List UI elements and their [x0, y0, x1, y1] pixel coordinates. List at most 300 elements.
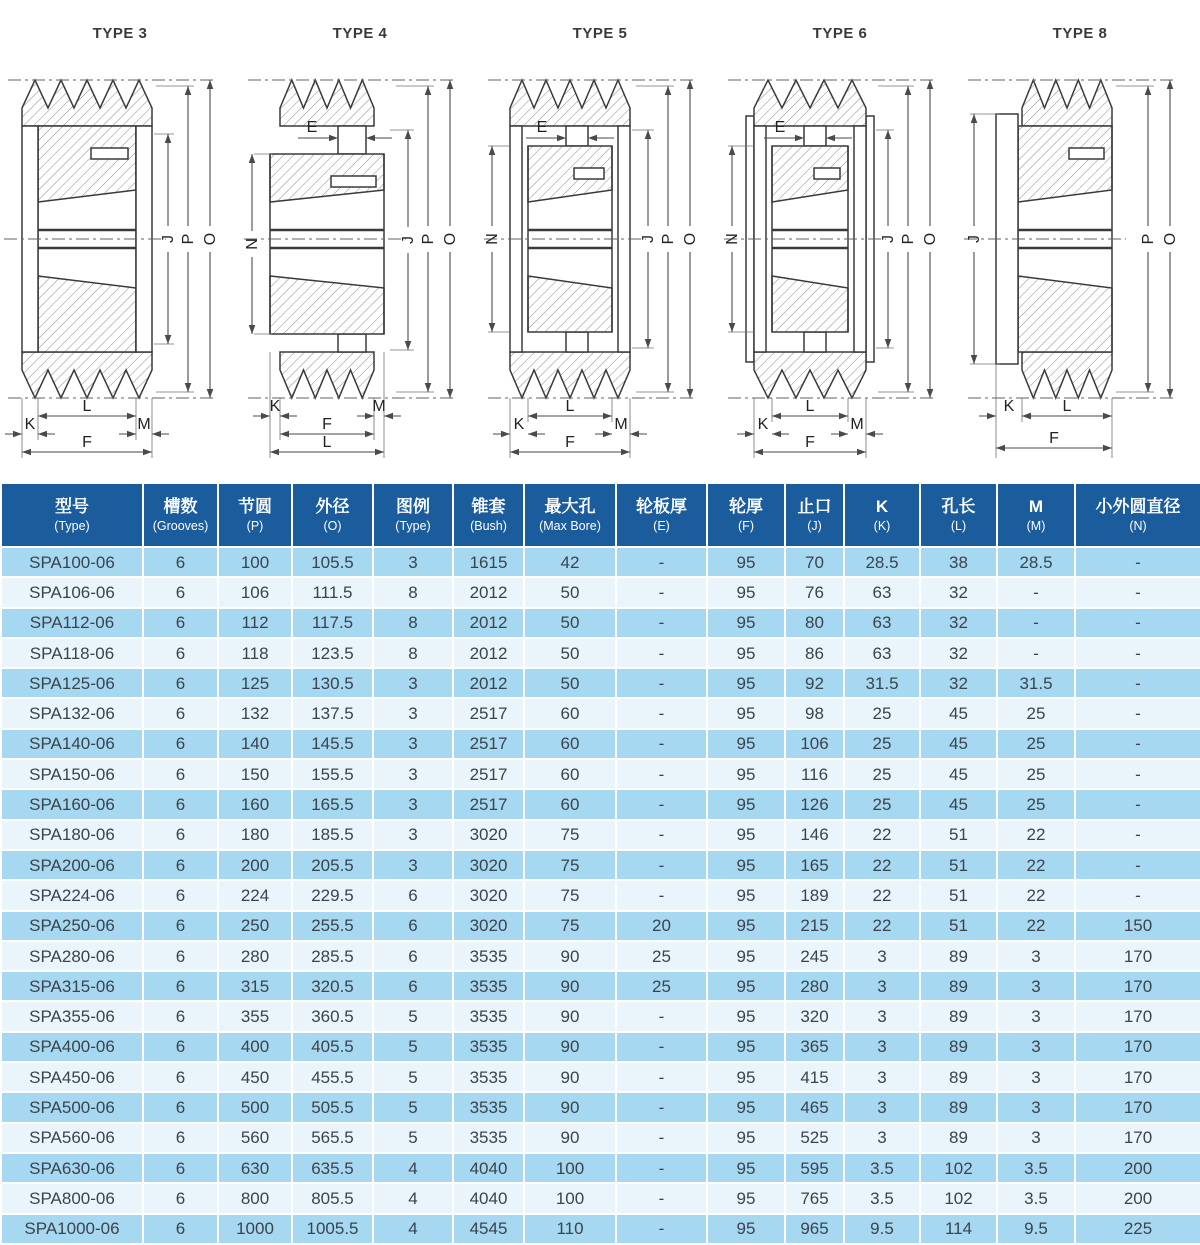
- table-row: [1, 880, 1200, 910]
- header-row: [1, 483, 1200, 547]
- cell-5: 3535: [453, 941, 524, 971]
- cell-13: 150: [1075, 911, 1200, 941]
- cell-7: -: [616, 668, 707, 698]
- cell-4: 5: [373, 1032, 453, 1062]
- cell-0: SPA125-06: [1, 668, 143, 698]
- cell-9: 116: [785, 759, 844, 789]
- cell-8: 95: [707, 638, 785, 668]
- cell-6: 42: [524, 547, 616, 577]
- cell-13: 225: [1075, 1214, 1200, 1244]
- cell-11: 51: [920, 850, 997, 880]
- cell-11: 89: [920, 1062, 997, 1092]
- table-row: [1, 1183, 1200, 1213]
- cell-13: 200: [1075, 1153, 1200, 1183]
- cell-3: 145.5: [292, 729, 373, 759]
- col-header-8: [707, 483, 785, 547]
- cell-13: 170: [1075, 1032, 1200, 1062]
- col-header-en: (M): [1026, 519, 1046, 533]
- table-row: [1, 1001, 1200, 1031]
- cell-3: 285.5: [292, 941, 373, 971]
- cell-8: 95: [707, 547, 785, 577]
- cell-3: 505.5: [292, 1092, 373, 1122]
- col-header-zh: 止口: [797, 497, 832, 516]
- cell-1: 6: [143, 789, 218, 819]
- cell-3: 123.5: [292, 638, 373, 668]
- cell-7: -: [616, 608, 707, 638]
- cell-12: -: [997, 577, 1075, 607]
- cell-0: SPA112-06: [1, 608, 143, 638]
- col-header-zh: 孔长: [941, 497, 976, 516]
- svg-text:N: N: [724, 233, 741, 245]
- cell-4: 3: [373, 547, 453, 577]
- pulley-cross-section: [720, 50, 960, 480]
- cell-12: 3.5: [997, 1183, 1075, 1213]
- col-header-4: [373, 483, 453, 547]
- svg-text:J: J: [880, 235, 897, 243]
- col-header-zh: K: [875, 497, 889, 516]
- cell-10: 3: [844, 941, 920, 971]
- cell-10: 25: [844, 698, 920, 728]
- cell-6: 90: [524, 1123, 616, 1153]
- cell-6: 50: [524, 638, 616, 668]
- cell-4: 4: [373, 1183, 453, 1213]
- cell-5: 4545: [453, 1214, 524, 1244]
- cell-1: 6: [143, 941, 218, 971]
- col-header-en: (O): [323, 519, 342, 533]
- cell-10: 25: [844, 729, 920, 759]
- cell-12: 3: [997, 1001, 1075, 1031]
- cell-6: 75: [524, 911, 616, 941]
- pulley-drawing-type-5: [480, 50, 720, 480]
- diagram-strip: [0, 0, 1200, 482]
- cell-13: 170: [1075, 1123, 1200, 1153]
- table-row: [1, 971, 1200, 1001]
- cell-6: 60: [524, 789, 616, 819]
- cell-4: 3: [373, 729, 453, 759]
- cell-0: SPA280-06: [1, 941, 143, 971]
- cell-5: 3535: [453, 1062, 524, 1092]
- svg-text:M: M: [614, 416, 628, 433]
- cell-1: 6: [143, 971, 218, 1001]
- cell-7: -: [616, 547, 707, 577]
- table-row: [1, 577, 1200, 607]
- svg-text:M: M: [137, 416, 151, 433]
- pulley-diagram-type-8: [960, 0, 1200, 482]
- col-header-0: [1, 483, 143, 547]
- col-header-en: (J): [807, 519, 822, 533]
- pulley-drawing-type-4: [240, 50, 480, 480]
- table-row: [1, 789, 1200, 819]
- cell-4: 3: [373, 759, 453, 789]
- cell-3: 565.5: [292, 1123, 373, 1153]
- cell-5: 4040: [453, 1153, 524, 1183]
- cell-10: 3.5: [844, 1153, 920, 1183]
- cell-1: 6: [143, 1123, 218, 1153]
- cell-0: SPA400-06: [1, 1032, 143, 1062]
- cell-10: 3.5: [844, 1183, 920, 1213]
- cell-12: 22: [997, 850, 1075, 880]
- cell-2: 315: [218, 971, 292, 1001]
- cell-10: 3: [844, 1062, 920, 1092]
- cell-9: 765: [785, 1183, 844, 1213]
- cell-4: 6: [373, 911, 453, 941]
- cell-13: -: [1075, 789, 1200, 819]
- cell-9: 215: [785, 911, 844, 941]
- cell-3: 360.5: [292, 1001, 373, 1031]
- cell-11: 32: [920, 577, 997, 607]
- cell-0: SPA224-06: [1, 880, 143, 910]
- cell-12: 31.5: [997, 668, 1075, 698]
- svg-text:M: M: [850, 416, 864, 433]
- svg-text:L: L: [82, 398, 92, 415]
- cell-11: 89: [920, 971, 997, 1001]
- cell-8: 95: [707, 971, 785, 1001]
- cell-4: 8: [373, 577, 453, 607]
- cell-5: 2517: [453, 759, 524, 789]
- cell-5: 3020: [453, 850, 524, 880]
- cell-3: 155.5: [292, 759, 373, 789]
- svg-text:F: F: [565, 434, 575, 451]
- cell-3: 635.5: [292, 1153, 373, 1183]
- cell-12: 25: [997, 759, 1075, 789]
- svg-text:N: N: [484, 233, 501, 245]
- svg-text:K: K: [1003, 398, 1015, 415]
- col-header-12: [997, 483, 1075, 547]
- table-row: [1, 759, 1200, 789]
- cell-2: 280: [218, 941, 292, 971]
- cell-0: SPA160-06: [1, 789, 143, 819]
- cell-3: 1005.5: [292, 1214, 373, 1244]
- col-header-zh: 节圆: [238, 497, 272, 516]
- col-header-en: (Type): [54, 519, 90, 533]
- cell-4: 4: [373, 1153, 453, 1183]
- cell-5: 3535: [453, 1123, 524, 1153]
- cell-2: 180: [218, 820, 292, 850]
- cell-13: 170: [1075, 1001, 1200, 1031]
- cell-11: 89: [920, 1032, 997, 1062]
- cell-0: SPA800-06: [1, 1183, 143, 1213]
- cell-1: 6: [143, 1214, 218, 1244]
- cell-8: 95: [707, 1032, 785, 1062]
- cell-6: 90: [524, 1092, 616, 1122]
- cell-10: 22: [844, 880, 920, 910]
- table-row: [1, 698, 1200, 728]
- table-row: [1, 729, 1200, 759]
- cell-8: 95: [707, 911, 785, 941]
- svg-text:O: O: [442, 232, 459, 246]
- cell-4: 6: [373, 941, 453, 971]
- cell-8: 95: [707, 1092, 785, 1122]
- cell-0: SPA450-06: [1, 1062, 143, 1092]
- cell-6: 75: [524, 820, 616, 850]
- diagram-title: TYPE 6: [812, 25, 868, 42]
- cell-13: 200: [1075, 1183, 1200, 1213]
- cell-12: 22: [997, 880, 1075, 910]
- cell-1: 6: [143, 1001, 218, 1031]
- pulley-diagram-type-5: [480, 0, 720, 482]
- cell-5: 3020: [453, 911, 524, 941]
- cell-9: 76: [785, 577, 844, 607]
- cell-4: 4: [373, 1214, 453, 1244]
- col-header-en: (L): [950, 519, 967, 533]
- cell-4: 3: [373, 850, 453, 880]
- cell-9: 126: [785, 789, 844, 819]
- cell-9: 92: [785, 668, 844, 698]
- cell-8: 95: [707, 941, 785, 971]
- cell-10: 28.5: [844, 547, 920, 577]
- cell-0: SPA560-06: [1, 1123, 143, 1153]
- cell-0: SPA630-06: [1, 1153, 143, 1183]
- cell-4: 5: [373, 1092, 453, 1122]
- cell-13: -: [1075, 638, 1200, 668]
- cell-6: 60: [524, 698, 616, 728]
- cell-2: 112: [218, 608, 292, 638]
- cell-0: SPA250-06: [1, 911, 143, 941]
- cell-11: 45: [920, 698, 997, 728]
- cell-10: 3: [844, 1032, 920, 1062]
- cell-2: 125: [218, 668, 292, 698]
- pulley-diagram-type-3: [0, 0, 240, 482]
- cell-11: 51: [920, 820, 997, 850]
- cell-9: 70: [785, 547, 844, 577]
- cell-6: 100: [524, 1153, 616, 1183]
- cell-0: SPA150-06: [1, 759, 143, 789]
- cell-10: 3: [844, 971, 920, 1001]
- cell-12: 3: [997, 1123, 1075, 1153]
- col-header-zh: M: [1028, 497, 1044, 516]
- cell-7: -: [616, 1092, 707, 1122]
- cell-8: 95: [707, 1001, 785, 1031]
- diagram-title: TYPE 4: [332, 25, 388, 42]
- svg-text:O: O: [682, 232, 699, 246]
- cell-5: 2012: [453, 638, 524, 668]
- cell-1: 6: [143, 729, 218, 759]
- cell-4: 6: [373, 971, 453, 1001]
- cell-6: 50: [524, 608, 616, 638]
- cell-11: 89: [920, 1001, 997, 1031]
- cell-6: 75: [524, 850, 616, 880]
- cell-13: -: [1075, 729, 1200, 759]
- col-header-zh: 槽数: [163, 497, 198, 516]
- cell-10: 63: [844, 608, 920, 638]
- svg-text:L: L: [1062, 398, 1072, 415]
- cell-3: 805.5: [292, 1183, 373, 1213]
- cell-0: SPA106-06: [1, 577, 143, 607]
- cell-11: 32: [920, 608, 997, 638]
- cell-1: 6: [143, 1062, 218, 1092]
- cell-7: 25: [616, 971, 707, 1001]
- cell-9: 245: [785, 941, 844, 971]
- svg-text:F: F: [322, 416, 332, 433]
- svg-text:E: E: [774, 119, 786, 136]
- cell-5: 1615: [453, 547, 524, 577]
- col-header-zh: 轮厚: [729, 497, 763, 516]
- cell-2: 500: [218, 1092, 292, 1122]
- cell-9: 98: [785, 698, 844, 728]
- cell-7: -: [616, 638, 707, 668]
- cell-3: 205.5: [292, 850, 373, 880]
- svg-text:P: P: [900, 233, 917, 245]
- cell-12: 3: [997, 1062, 1075, 1092]
- cell-11: 89: [920, 1092, 997, 1122]
- spec-table-header: [1, 483, 1200, 547]
- cell-0: SPA132-06: [1, 698, 143, 728]
- cell-3: 229.5: [292, 880, 373, 910]
- cell-2: 160: [218, 789, 292, 819]
- cell-10: 63: [844, 577, 920, 607]
- cell-13: -: [1075, 547, 1200, 577]
- col-header-7: [616, 483, 707, 547]
- cell-7: -: [616, 577, 707, 607]
- cell-9: 525: [785, 1123, 844, 1153]
- cell-11: 38: [920, 547, 997, 577]
- cell-9: 365: [785, 1032, 844, 1062]
- cell-13: 170: [1075, 1062, 1200, 1092]
- cell-5: 3535: [453, 1032, 524, 1062]
- cell-0: SPA118-06: [1, 638, 143, 668]
- cell-6: 75: [524, 880, 616, 910]
- diagram-title: TYPE 5: [572, 25, 628, 42]
- col-header-en: (P): [246, 519, 264, 533]
- cell-7: -: [616, 1062, 707, 1092]
- cell-12: -: [997, 608, 1075, 638]
- cell-7: -: [616, 1001, 707, 1031]
- cell-1: 6: [143, 1153, 218, 1183]
- cell-0: SPA315-06: [1, 971, 143, 1001]
- cell-9: 320: [785, 1001, 844, 1031]
- cell-1: 6: [143, 577, 218, 607]
- svg-text:P: P: [180, 233, 197, 245]
- cell-13: 170: [1075, 941, 1200, 971]
- cell-10: 22: [844, 820, 920, 850]
- cell-6: 60: [524, 759, 616, 789]
- pulley-drawing-type-6: [720, 50, 960, 480]
- cell-2: 250: [218, 911, 292, 941]
- svg-text:K: K: [24, 416, 36, 433]
- cell-8: 95: [707, 729, 785, 759]
- svg-text:J: J: [160, 235, 177, 243]
- cell-8: 95: [707, 789, 785, 819]
- cell-9: 189: [785, 880, 844, 910]
- cell-2: 106: [218, 577, 292, 607]
- cell-3: 320.5: [292, 971, 373, 1001]
- cell-13: -: [1075, 759, 1200, 789]
- cell-2: 150: [218, 759, 292, 789]
- cell-2: 800: [218, 1183, 292, 1213]
- cell-12: 22: [997, 820, 1075, 850]
- cell-6: 60: [524, 729, 616, 759]
- cell-2: 355: [218, 1001, 292, 1031]
- cell-9: 80: [785, 608, 844, 638]
- col-header-5: [453, 483, 524, 547]
- cell-5: 2012: [453, 577, 524, 607]
- table-row: [1, 1092, 1200, 1122]
- svg-text:K: K: [269, 398, 281, 415]
- spec-table: [0, 482, 1200, 1245]
- cell-3: 405.5: [292, 1032, 373, 1062]
- cell-8: 95: [707, 668, 785, 698]
- svg-text:E: E: [536, 119, 548, 136]
- col-header-zh: 轮板厚: [636, 497, 687, 516]
- cell-3: 105.5: [292, 547, 373, 577]
- cell-2: 560: [218, 1123, 292, 1153]
- cell-9: 165: [785, 850, 844, 880]
- cell-7: -: [616, 1032, 707, 1062]
- col-header-11: [920, 483, 997, 547]
- table-row: [1, 608, 1200, 638]
- table-row: [1, 911, 1200, 941]
- svg-text:P: P: [420, 233, 437, 245]
- col-header-en: (F): [738, 519, 754, 533]
- cell-5: 2012: [453, 608, 524, 638]
- col-header-en: (E): [653, 519, 670, 533]
- cell-10: 3: [844, 1001, 920, 1031]
- cell-7: -: [616, 1123, 707, 1153]
- col-header-en: (Max Bore): [539, 519, 601, 533]
- svg-text:K: K: [757, 416, 769, 433]
- cell-3: 185.5: [292, 820, 373, 850]
- cell-2: 132: [218, 698, 292, 728]
- cell-3: 117.5: [292, 608, 373, 638]
- col-header-2: [218, 483, 292, 547]
- cell-7: -: [616, 698, 707, 728]
- cell-7: -: [616, 820, 707, 850]
- cell-11: 51: [920, 911, 997, 941]
- cell-8: 95: [707, 698, 785, 728]
- cell-1: 6: [143, 1183, 218, 1213]
- cell-4: 5: [373, 1001, 453, 1031]
- cell-12: 3: [997, 1092, 1075, 1122]
- svg-text:F: F: [82, 434, 92, 451]
- cell-9: 965: [785, 1214, 844, 1244]
- cell-7: -: [616, 789, 707, 819]
- svg-text:N: N: [244, 238, 261, 250]
- cell-13: -: [1075, 880, 1200, 910]
- cell-12: 28.5: [997, 547, 1075, 577]
- cell-3: 130.5: [292, 668, 373, 698]
- cell-11: 45: [920, 729, 997, 759]
- svg-text:J: J: [640, 235, 657, 243]
- table-row: [1, 1214, 1200, 1244]
- cell-1: 6: [143, 1092, 218, 1122]
- cell-9: 280: [785, 971, 844, 1001]
- cell-11: 89: [920, 941, 997, 971]
- cell-8: 95: [707, 1214, 785, 1244]
- cell-11: 45: [920, 759, 997, 789]
- cell-10: 3: [844, 1092, 920, 1122]
- cell-6: 90: [524, 1032, 616, 1062]
- cell-1: 6: [143, 638, 218, 668]
- col-header-13: [1075, 483, 1200, 547]
- pulley-drawing-type-3: [0, 50, 240, 480]
- cell-8: 95: [707, 820, 785, 850]
- cell-7: -: [616, 880, 707, 910]
- cell-10: 31.5: [844, 668, 920, 698]
- cell-8: 95: [707, 759, 785, 789]
- diagram-title: TYPE 8: [1052, 25, 1108, 42]
- cell-1: 6: [143, 608, 218, 638]
- cell-4: 3: [373, 820, 453, 850]
- cell-2: 140: [218, 729, 292, 759]
- svg-text:L: L: [322, 434, 332, 451]
- cell-12: 3.5: [997, 1153, 1075, 1183]
- cell-6: 50: [524, 668, 616, 698]
- cell-3: 455.5: [292, 1062, 373, 1092]
- cell-11: 89: [920, 1123, 997, 1153]
- cell-3: 111.5: [292, 577, 373, 607]
- cell-12: 25: [997, 729, 1075, 759]
- cell-13: -: [1075, 850, 1200, 880]
